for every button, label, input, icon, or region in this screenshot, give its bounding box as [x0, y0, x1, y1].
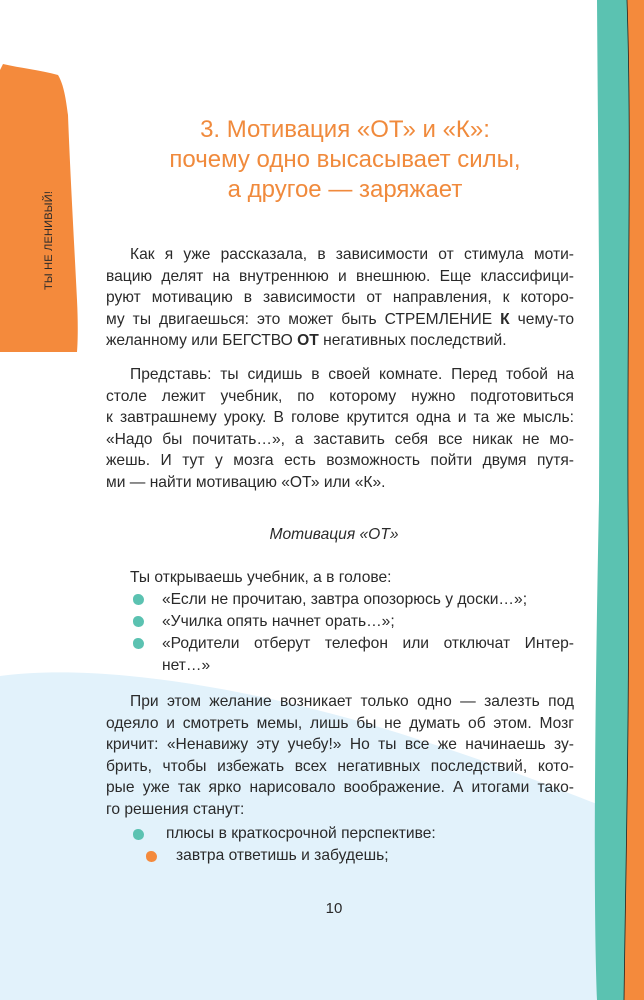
- text-run: брить, чтобы избежать всех негативных последствий, кото-: [106, 757, 574, 775]
- text-line: [106, 364, 574, 386]
- teal-bullet-icon: [133, 616, 144, 627]
- text-run: Представь: ты сидишь в своей комнате. Перед тобой на: [130, 366, 574, 383]
- text-line: [106, 777, 574, 799]
- text-line: [106, 287, 574, 309]
- text-line: [106, 691, 574, 713]
- text-run: «Надо бы почитать…», а заставить себя все никак не мо-: [106, 430, 574, 448]
- text-run: чему-то: [509, 310, 575, 328]
- text-run: к завтрашнему уроку. В голове крутится одна и та же мысль:: [106, 409, 574, 427]
- text-line: [106, 386, 574, 408]
- results-item: плюсы в краткосрочной перспективе:: [166, 825, 436, 842]
- results-subitem: завтра ответишь и забудешь;: [176, 847, 389, 864]
- text-line: [106, 429, 574, 451]
- list-item: «Если не прочитаю, завтра опозорюсь у доски…»;: [162, 591, 528, 608]
- teal-bullet-icon: [133, 829, 144, 840]
- title-line: почему одно высасывает силы,: [169, 146, 521, 173]
- text-run: желанному или БЕГСТВО: [106, 332, 298, 350]
- bold-text: К: [500, 310, 510, 328]
- text-line: [106, 472, 574, 494]
- running-head: ТЫ НЕ ЛЕНИВЫЙ!: [43, 190, 55, 290]
- text-line: [106, 407, 574, 429]
- orange-side-tab: [0, 64, 78, 352]
- text-run: При этом желание возникает только одно — залезть под: [130, 693, 574, 710]
- text-run: ми — найти мотивацию «ОТ» или «К».: [106, 473, 386, 491]
- text-line: [106, 450, 574, 472]
- list-item-continuation: нет…»: [162, 657, 211, 674]
- page-number: 10: [325, 900, 343, 917]
- list-intro: Ты открываешь учебник, а в голове:: [130, 569, 392, 586]
- title-line: 3. Мотивация «ОТ» и «К»:: [200, 116, 490, 143]
- text-line: [106, 309, 574, 331]
- text-run: кричит: «Ненавижу эту учебу!» Но ты все же начинаешь зу-: [106, 736, 574, 754]
- list-item: «Училка опять начнет орать…»;: [162, 613, 395, 630]
- text-run: столе лежит учебник, по которому нужно подготовиться: [106, 387, 574, 405]
- text-run: одеяло и смотреть мемы, лишь бы не думать об этом. Мозг: [106, 714, 574, 732]
- text-line: [106, 734, 574, 756]
- text-line: [106, 330, 574, 352]
- text-run: негативных последствий.: [318, 332, 507, 350]
- text-line: [106, 713, 574, 735]
- text-run: му ты двигаешься: это может быть СТРЕМЛЕНИЕ: [106, 310, 501, 328]
- text-run: Как я уже рассказала, в зависимости от стимула моти-: [130, 246, 574, 263]
- text-line: [106, 266, 574, 288]
- chapter-title: [110, 115, 580, 205]
- text-run: го решения станут:: [106, 800, 245, 818]
- list-item: «Родители отберут телефон или отключат Интер-: [162, 635, 574, 652]
- text-run: вацию делят на внутреннюю и внешнюю. Еще классифици-: [106, 267, 574, 285]
- teal-bullet-icon: [133, 594, 144, 605]
- text-run: рые уже так ярко нарисовало воображение. А итогами тако-: [106, 779, 574, 797]
- bold-text: ОТ: [297, 332, 319, 350]
- paragraph-3: [106, 691, 574, 821]
- subheading: Мотивация «ОТ»: [269, 526, 399, 543]
- paragraph-2: [106, 364, 574, 494]
- text-run: жешь. И тут у мозга есть возможность пойти двумя путя-: [106, 452, 574, 470]
- paragraph-1: [106, 244, 574, 352]
- teal-bullet-icon: [133, 638, 144, 649]
- title-line: а другое — заряжает: [227, 176, 463, 203]
- text-line: [106, 756, 574, 778]
- text-line: [106, 799, 574, 821]
- orange-bullet-icon: [146, 851, 157, 862]
- text-run: руют мотивацию в зависимости от направления, к которо-: [106, 289, 574, 307]
- text-line: [106, 244, 574, 266]
